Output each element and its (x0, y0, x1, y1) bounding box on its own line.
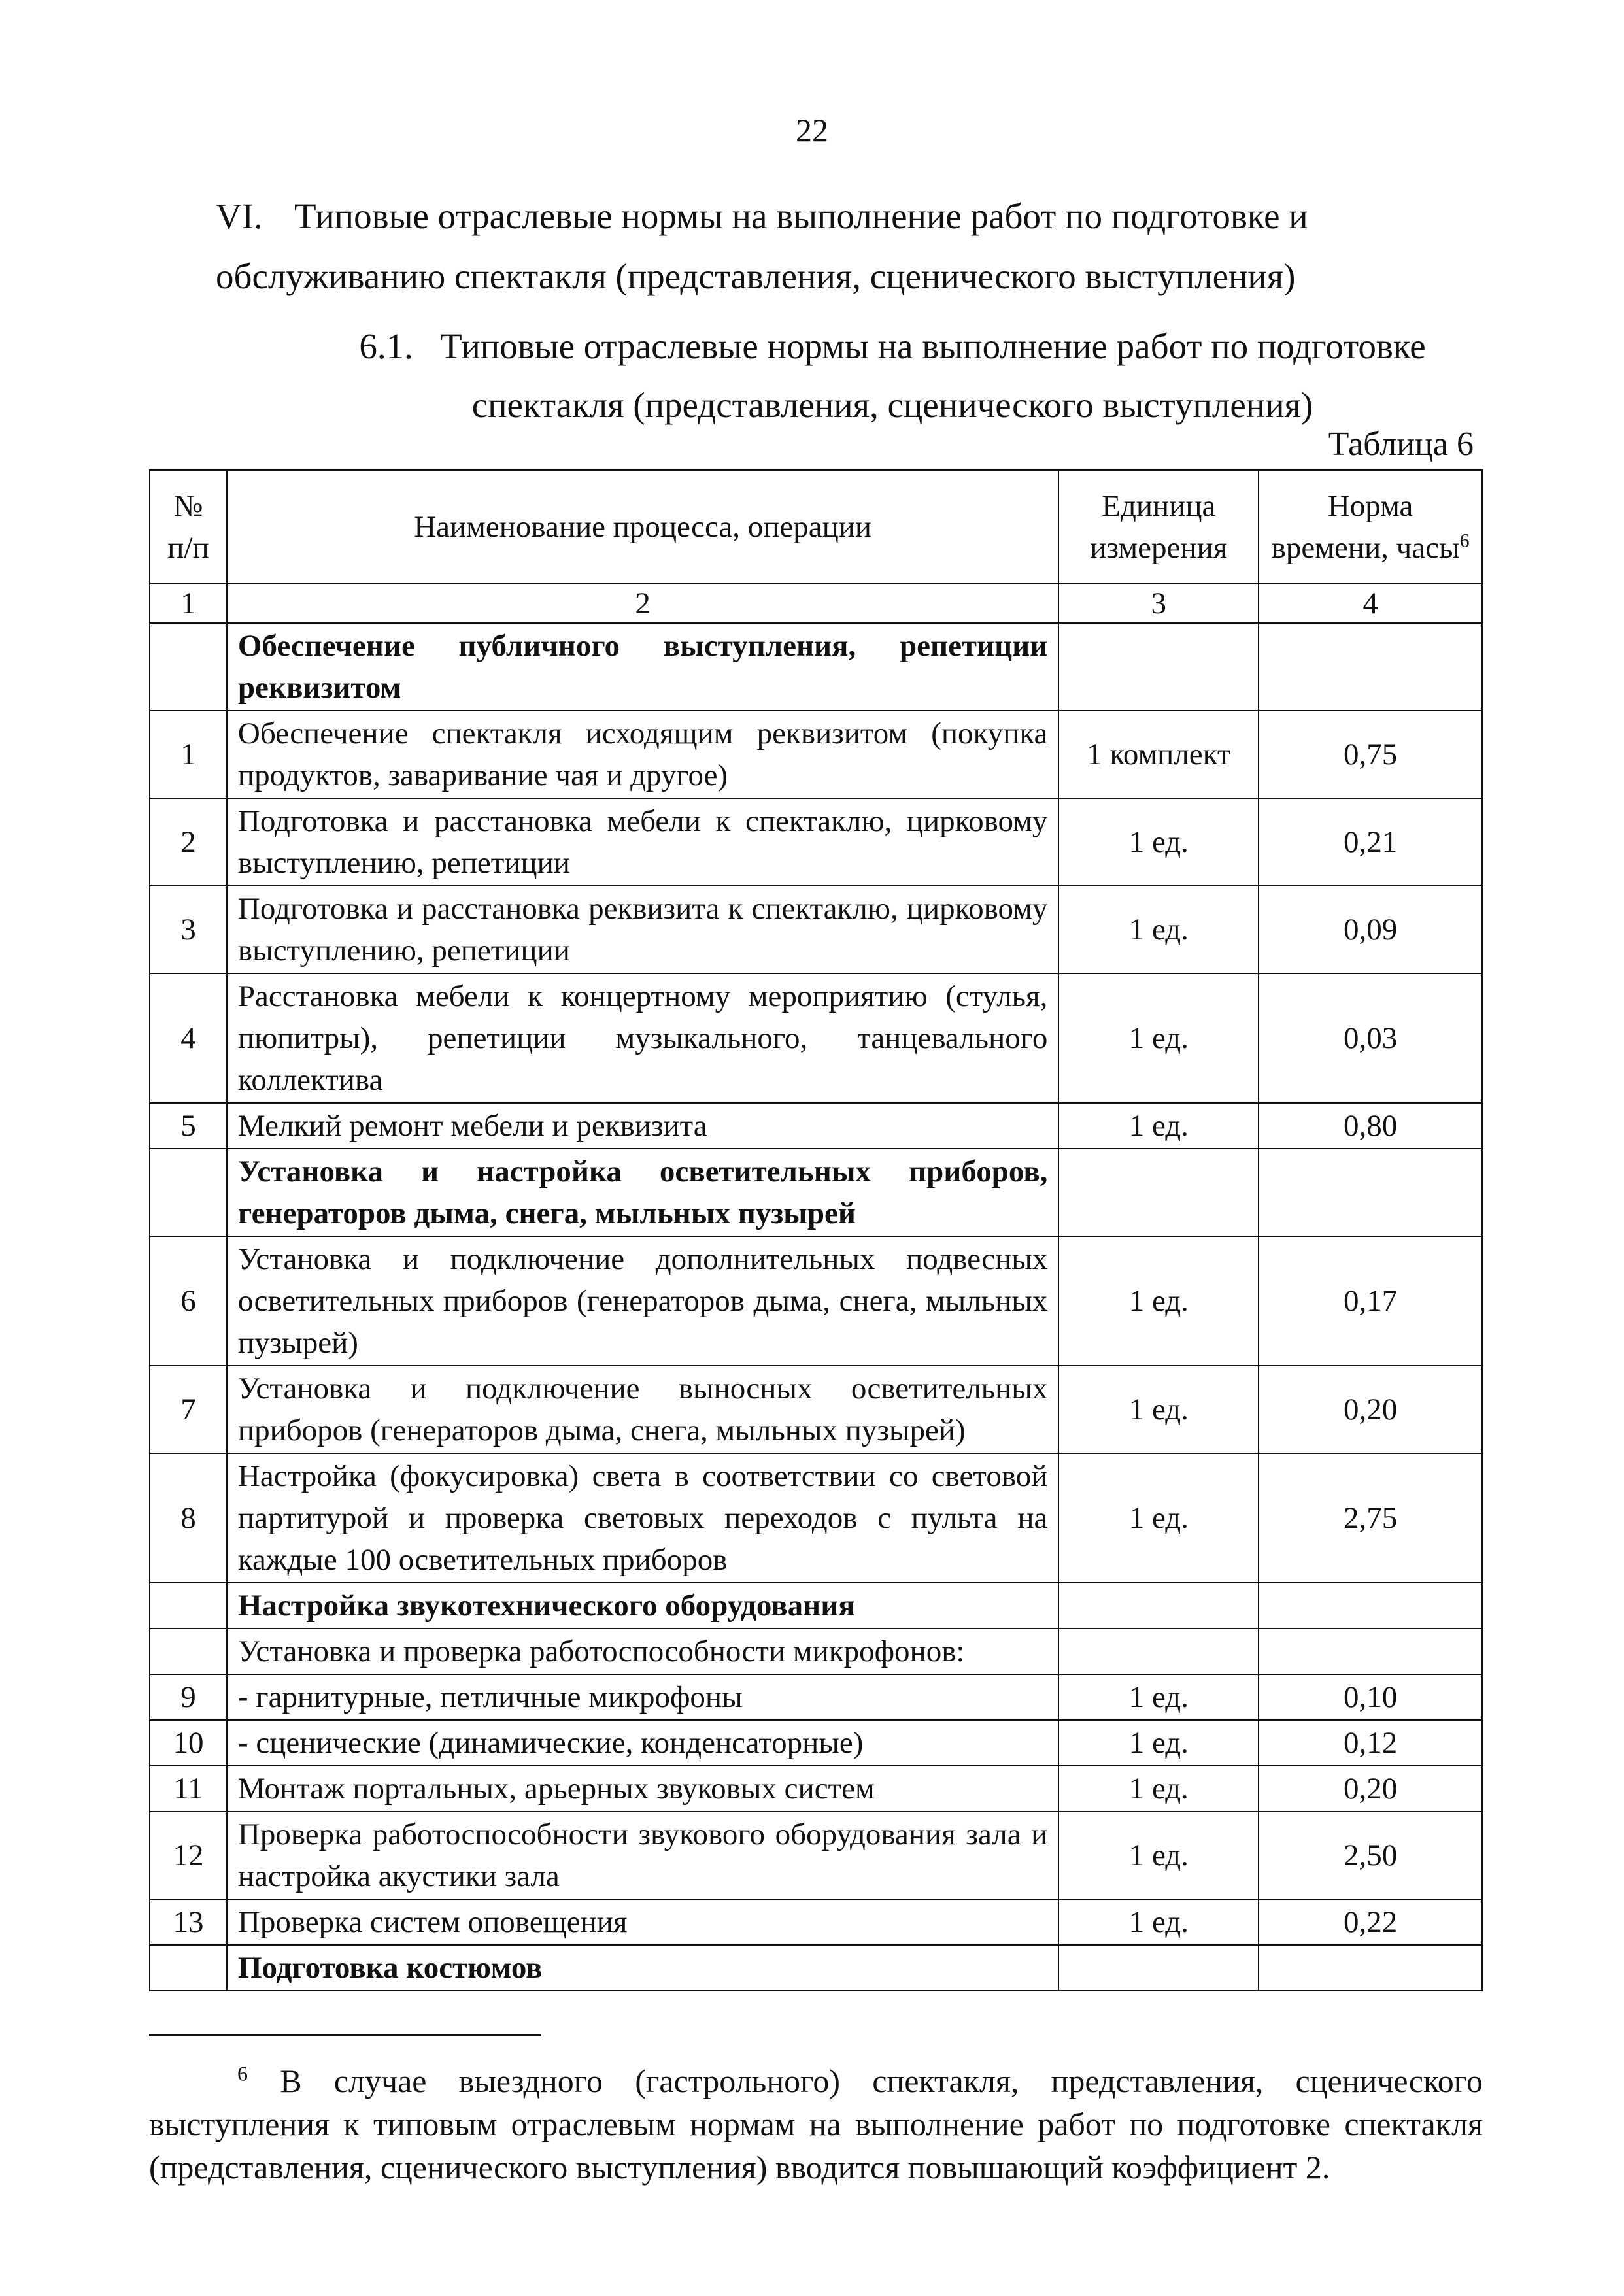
cell-name: Проверка работоспособности звукового оборудования зала и настройка акустики зала (227, 1812, 1058, 1899)
cell-name: Подготовка и расстановка мебели к спектаклю, цирковому выступлению, репетиции (227, 798, 1058, 886)
table-row (150, 798, 1482, 886)
header-unit: Единица измерения (1058, 470, 1259, 584)
cell-num: 9 (150, 1674, 227, 1720)
page-number: 22 (796, 112, 828, 148)
cell-num: 7 (150, 1366, 227, 1453)
cell-unit (1058, 1149, 1259, 1236)
cell-name: Установка и настройка осветительных приборов, генераторов дыма, снега, мыльных пузырей (227, 1149, 1058, 1236)
cell-norm: 0,20 (1259, 1766, 1482, 1812)
section-heading (216, 186, 1497, 307)
cell-unit: 1 ед. (1058, 886, 1259, 973)
cell-norm (1259, 623, 1482, 711)
cell-name: Установка и подключение выносных осветительных приборов (генераторов дыма, снега, мыльных пузырей) (227, 1366, 1058, 1453)
cell-name: Монтаж портальных, арьерных звуковых систем (227, 1766, 1058, 1812)
column-number: 2 (227, 584, 1058, 623)
cell-num: 3 (150, 886, 227, 973)
section-number: VI. (216, 196, 263, 236)
table-row (150, 1629, 1482, 1674)
cell-norm (1259, 1945, 1482, 1991)
cell-unit: 1 ед. (1058, 1899, 1259, 1945)
cell-name: - гарнитурные, петличные микрофоны (227, 1674, 1058, 1720)
table-row (150, 1674, 1482, 1720)
cell-name: Расстановка мебели к концертному мероприятию (стулья, пюпитры), репетиции музыкального, танцевального коллектива (227, 973, 1058, 1103)
cell-norm: 0,20 (1259, 1366, 1482, 1453)
cell-unit (1058, 1583, 1259, 1629)
cell-norm: 0,22 (1259, 1899, 1482, 1945)
table-header-row (150, 470, 1482, 584)
cell-unit: 1 ед. (1058, 1720, 1259, 1766)
cell-norm: 0,17 (1259, 1236, 1482, 1366)
cell-norm (1259, 1149, 1482, 1236)
table-row (150, 1812, 1482, 1899)
cell-num: 12 (150, 1812, 227, 1899)
cell-name: - сценические (динамические, конденсаторные) (227, 1720, 1058, 1766)
cell-unit: 1 ед. (1058, 1453, 1259, 1583)
cell-norm: 0,10 (1259, 1674, 1482, 1720)
table-row (150, 1236, 1482, 1366)
cell-name: Настройка (фокусировка) света в соответствии со световой партитурой и проверка световых переходов с пульта на каждые 100 осветительных приборов (227, 1453, 1058, 1583)
cell-norm (1259, 1583, 1482, 1629)
column-number: 4 (1259, 584, 1482, 623)
cell-num (150, 1945, 227, 1991)
cell-name: Подготовка костюмов (227, 1945, 1058, 1991)
footnote (149, 2059, 1483, 2189)
column-number-row (150, 584, 1482, 623)
cell-norm: 0,21 (1259, 798, 1482, 886)
cell-unit (1058, 623, 1259, 711)
table-section-row (150, 1945, 1482, 1991)
table-row (150, 886, 1482, 973)
table-row (150, 1366, 1482, 1453)
cell-unit: 1 ед. (1058, 1766, 1259, 1812)
cell-num (150, 1629, 227, 1674)
table-section-row (150, 1149, 1482, 1236)
cell-unit (1058, 1945, 1259, 1991)
cell-unit: 1 ед. (1058, 1674, 1259, 1720)
cell-unit: 1 ед. (1058, 973, 1259, 1103)
cell-norm: 0,80 (1259, 1103, 1482, 1149)
cell-norm: 0,03 (1259, 973, 1482, 1103)
table-row (150, 1720, 1482, 1766)
cell-name: Установка и проверка работоспособности микрофонов: (227, 1629, 1058, 1674)
section-title: Типовые отраслевые нормы на выполнение работ по подготовке и обслуживанию спектакля (представления, сценического выступления) (216, 196, 1308, 296)
cell-num: 1 (150, 711, 227, 798)
cell-num (150, 1583, 227, 1629)
cell-num (150, 623, 227, 711)
norms-table (149, 469, 1483, 1991)
cell-unit (1058, 1629, 1259, 1674)
table-section-row (150, 623, 1482, 711)
cell-name: Проверка систем оповещения (227, 1899, 1058, 1945)
footnote-marker: 6 (237, 2061, 248, 2085)
header-norm-footnote-marker: 6 (1459, 530, 1470, 552)
footnote-text: В случае выездного (гастрольного) спектакля, представления, сценического выступления к типовым отраслевым нормам на выполнение работ по подготовке спектакля (представления, сценического выступления) вводится повышающий коэффициент 2. (149, 2063, 1483, 2186)
column-number: 1 (150, 584, 227, 623)
cell-name: Установка и подключение дополнительных подвесных осветительных приборов (генераторов дыма, снега, мыльных пузырей) (227, 1236, 1058, 1366)
column-number: 3 (1058, 584, 1259, 623)
table-row (150, 1899, 1482, 1945)
cell-num (150, 1149, 227, 1236)
subsection-number: 6.1. (359, 326, 413, 366)
table-row (150, 973, 1482, 1103)
header-num: № п/п (150, 470, 227, 584)
subsection-title: Типовые отраслевые нормы на выполнение работ по подготовке спектакля (представления, сценического выступления) (440, 326, 1426, 425)
footnote-divider (149, 2034, 541, 2036)
cell-name: Подготовка и расстановка реквизита к спектаклю, цирковому выступлению, репетиции (227, 886, 1058, 973)
cell-name: Настройка звукотехнического оборудования (227, 1583, 1058, 1629)
cell-unit: 1 ед. (1058, 1812, 1259, 1899)
table-row (150, 711, 1482, 798)
table-section-row (150, 1583, 1482, 1629)
header-norm (1259, 470, 1482, 584)
cell-num: 10 (150, 1720, 227, 1766)
cell-norm: 0,12 (1259, 1720, 1482, 1766)
header-name: Наименование процесса, операции (227, 470, 1058, 584)
cell-unit: 1 ед. (1058, 1103, 1259, 1149)
cell-num: 5 (150, 1103, 227, 1149)
table-row (150, 1453, 1482, 1583)
table-row (150, 1103, 1482, 1149)
cell-num: 8 (150, 1453, 227, 1583)
cell-norm: 0,75 (1259, 711, 1482, 798)
cell-unit: 1 ед. (1058, 798, 1259, 886)
cell-num: 2 (150, 798, 227, 886)
cell-norm: 2,50 (1259, 1812, 1482, 1899)
cell-unit: 1 ед. (1058, 1236, 1259, 1366)
cell-name: Обеспечение публичного выступления, репетиции реквизитом (227, 623, 1058, 711)
cell-num: 11 (150, 1766, 227, 1812)
subsection-heading (288, 317, 1497, 435)
table-label: Таблица 6 (1328, 426, 1474, 463)
cell-norm (1259, 1629, 1482, 1674)
cell-num: 4 (150, 973, 227, 1103)
cell-unit: 1 комплект (1058, 711, 1259, 798)
cell-num: 13 (150, 1899, 227, 1945)
header-norm-text: Норма времени, часы (1271, 489, 1460, 565)
cell-name: Обеспечение спектакля исходящим реквизитом (покупка продуктов, заваривание чая и другое) (227, 711, 1058, 798)
cell-norm: 2,75 (1259, 1453, 1482, 1583)
cell-unit: 1 ед. (1058, 1366, 1259, 1453)
cell-num: 6 (150, 1236, 227, 1366)
cell-norm: 0,09 (1259, 886, 1482, 973)
cell-name: Мелкий ремонт мебели и реквизита (227, 1103, 1058, 1149)
table-row (150, 1766, 1482, 1812)
